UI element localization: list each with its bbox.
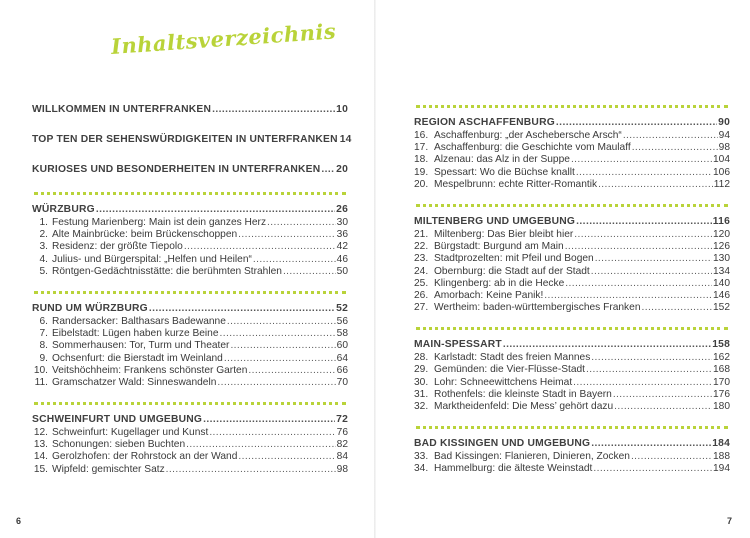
entry-page: 60 [336,340,348,352]
entry-number: 8. [39,340,48,352]
dot-leader [253,254,336,266]
entry-number: 27. [414,302,429,314]
entry-page: 94 [718,130,730,141]
toc-entry[interactable] [32,451,348,463]
entry-page: 20 [336,164,348,175]
entry-number: 2. [39,229,48,241]
toc-entry[interactable] [32,266,348,278]
section-heading[interactable] [414,116,730,130]
entry-page: 158 [712,339,730,351]
dotted-separator [34,192,346,195]
entry-title: Obernburg: die Stadt auf der Stadt [434,265,590,277]
entry-page: 104 [713,154,730,166]
toc-entry[interactable] [32,328,348,340]
entry-title: Mespelbrunn: echte Ritter-Romantik [434,178,598,190]
entry-page: 66 [336,364,348,376]
toc-entry[interactable] [414,364,730,376]
dot-leader [217,377,335,389]
entry-number: 26. [414,289,429,301]
dot-leader [186,439,336,451]
entry-title: Julius- und Bürgerspital: „Helfen und Heilen“ [52,253,252,265]
entry-number: 30. [414,376,429,388]
dot-leader [220,328,336,340]
entry-page: 152 [713,302,730,314]
toc-entry[interactable] [32,254,348,266]
entry-number: 31. [414,388,429,400]
entry-title: Lohr: Schneewittchens Heimat [434,376,573,388]
dot-leader [224,353,336,365]
entry-title: Bad Kissingen: Flanieren, Dinieren, Zocken [434,451,630,463]
entry-number: 32. [414,401,429,412]
entry-number: 22. [414,241,429,253]
entry-number: 33. [414,451,429,463]
section-heading[interactable] [414,215,730,229]
entry-page: 56 [336,315,348,327]
entry-title: Stadtprozelten: mit Pfeil und Bogen [434,253,594,265]
entry-title: Randersacker: Balthasars Badewanne [52,315,226,327]
entry-page: 134 [713,265,730,277]
dot-leader [623,130,718,142]
dot-leader [212,103,335,116]
entry-title: Aschaffenburg: die Geschichte vom Maulaff [434,142,631,154]
toc-entry[interactable] [414,229,730,241]
dot-leader [230,340,335,352]
entry-page: 26 [336,204,348,215]
entry-page: 170 [713,376,730,388]
dot-leader [591,437,711,451]
entry-title: Festung Marienberg: Main ist dein ganzes Herz [52,217,267,228]
entry-title: Wertheim: baden-württembergisches Franken [434,302,641,314]
section-heading[interactable] [414,437,730,451]
entry-title: TOP TEN DER SEHENSWÜRDIGKEITEN IN UNTERFRANKEN [32,134,338,145]
entry-title: MILTENBERG UND UMGEBUNG [414,215,576,227]
entry-title: Miltenberg: Das Bier bleibt hier [434,228,574,240]
entry-page: 120 [713,228,730,240]
entry-title: Gerolzhofen: der Rohrstock an der Wand [52,451,238,463]
toc-toplevel-entry[interactable] [32,163,348,176]
entry-page: 84 [336,451,348,463]
toc-title: Inhaltsverzeichnis [110,18,337,60]
entry-number: 20. [414,178,429,190]
entry-page: 30 [336,217,348,228]
dot-leader [166,464,336,476]
entry-number: 1. [39,217,48,228]
entry-page: 42 [336,241,348,253]
entry-title: Alte Mainbrücke: beim Brückenschoppen [52,229,238,241]
entry-number: 24. [414,265,429,277]
toc-section [414,418,730,480]
entry-number: 10. [33,364,48,376]
toc-entry[interactable] [414,278,730,290]
entry-title: BAD KISSINGEN UND UMGEBUNG [414,438,591,450]
entry-title: Veitshöchheim: Frankens schönster Garten [52,364,248,376]
entry-page: 98 [718,142,730,154]
entry-page: 168 [713,364,730,376]
dot-leader [614,401,712,413]
toc-entry[interactable] [414,451,730,463]
section-heading[interactable] [32,203,348,217]
entry-title: Hammelburg: die älteste Weinstadt [434,463,593,475]
left-sections [32,184,348,481]
entry-page: 98 [336,463,348,475]
entry-title: RUND UM WÜRZBURG [32,302,148,314]
toc-entry[interactable] [414,302,730,314]
dot-leader [598,179,713,191]
dot-leader [321,163,335,176]
entry-page: 116 [712,215,730,227]
dot-leader [641,302,712,314]
toc-entry[interactable] [32,241,348,253]
toc-entry[interactable] [414,253,730,265]
toc-entry[interactable] [414,179,730,191]
entry-number: 4. [39,253,48,265]
entry-page: 188 [713,451,730,463]
entry-title: Residenz: der größte Tiepolo [52,241,183,253]
left-toplevel-list [32,103,352,176]
entry-title: Aschaffenburg: „der Aschebersche Arsch“ [434,130,622,141]
section-heading[interactable] [32,302,348,316]
toc-entry[interactable] [414,167,730,179]
toc-entry[interactable] [414,290,730,302]
dot-leader [632,142,718,154]
dot-leader [556,116,717,130]
dot-leader [209,427,335,439]
toc-section [32,283,348,394]
entry-title: Sommerhausen: Tor, Turm und Theater [52,340,230,352]
entry-page: 176 [713,388,730,400]
entry-title: Eibelstadt: Lügen haben kurze Beine [52,328,219,340]
entry-title: WILLKOMMEN IN UNTERFRANKEN [32,104,212,115]
dotted-separator [34,291,346,294]
dot-leader [565,278,712,290]
toc-entry[interactable] [32,439,348,451]
entry-title: Schonungen: sieben Buchten [52,439,186,451]
toc-toplevel-entry[interactable] [32,103,348,116]
entry-number: 5. [39,265,48,277]
entry-page: 10 [336,104,348,115]
entry-title: SCHWEINFURT UND UMGEBUNG [32,414,203,426]
entry-page: 70 [336,376,348,388]
entry-number: 7. [39,328,48,340]
toc-entry[interactable] [414,266,730,278]
entry-title: Klingenberg: ab in die Hecke [434,277,565,289]
page-gutter [374,0,376,538]
entry-title: Marktheidenfeld: Die Mess’ gehört dazu [434,401,614,412]
entry-number: 3. [39,241,48,253]
dot-leader [576,167,712,179]
dot-leader [613,389,712,401]
entry-page: 82 [336,439,348,451]
toc-entry[interactable] [32,353,348,365]
entry-page: 162 [713,352,730,364]
entry-number: 21. [414,228,429,240]
toc-entry[interactable] [32,229,348,241]
entry-page: 180 [713,401,730,412]
dot-leader [591,352,712,364]
toc-entry[interactable] [32,365,348,377]
entry-title: Ochsenfurt: die Bierstadt im Weinland [52,352,223,364]
entry-page: 72 [336,414,348,426]
entry-page: 14 [339,134,352,145]
entry-page: 64 [336,352,348,364]
entry-page: 90 [718,117,730,128]
dot-leader [267,217,336,229]
entry-title: Rothenfels: die kleinste Stadt in Bayern [434,388,612,400]
entry-title: Wipfeld: gemischter Satz [52,463,165,475]
entry-title: MAIN-SPESSART [414,339,502,351]
dot-leader [586,364,712,376]
entry-page: 194 [713,463,730,475]
entry-page: 50 [336,265,348,277]
toc-entry[interactable] [32,316,348,328]
dot-leader [591,266,712,278]
entry-page: 184 [712,438,730,450]
entry-number: 12. [33,427,48,439]
toc-entry[interactable] [414,241,730,253]
entry-number: 17. [414,142,429,154]
entry-title: Gramschatzer Wald: Sinneswandeln [52,376,217,388]
entry-title: WÜRZBURG [32,204,95,215]
toc-entry[interactable] [414,352,730,364]
dot-leader [631,451,712,463]
dot-leader [238,229,335,241]
entry-number: 15. [33,463,48,475]
entry-title: Röntgen-Gedächtnisstätte: die berühmten Strahlen [52,265,282,277]
toc-entry[interactable] [32,340,348,352]
right-column [414,97,730,481]
dot-leader [573,377,712,389]
entry-page: 112 [713,178,730,190]
dot-leader [184,241,336,253]
entry-title: Spessart: Wo die Büchse knallt [434,166,575,178]
toc-entry[interactable] [414,377,730,389]
dot-leader [203,413,335,427]
toc-section [414,319,730,418]
section-heading[interactable] [32,413,348,427]
dot-leader [248,365,335,377]
entry-page: 146 [713,289,730,301]
toc-entry[interactable] [414,401,730,413]
entry-title: REGION ASCHAFFENBURG [414,117,555,128]
right-sections [414,97,730,481]
dot-leader [593,463,712,475]
toc-section [414,97,730,196]
entry-number: 13. [33,439,48,451]
toc-toplevel-entry[interactable] [32,133,352,146]
entry-page: 130 [713,253,730,265]
entry-page: 106 [713,166,730,178]
entry-number: 16. [414,130,429,141]
entry-title: Amorbach: Keine Panik! [434,289,544,301]
entry-title: Bürgstadt: Burgund am Main [434,241,564,253]
entry-title: Schweinfurt: Kugellager und Kunst [52,427,209,439]
dot-leader [565,241,712,253]
entry-number: 19. [414,166,429,178]
entry-number: 6. [39,315,48,327]
dot-leader [544,290,712,302]
entry-page: 126 [713,241,730,253]
dotted-separator [416,204,728,207]
entry-number: 9. [39,352,48,364]
dot-leader [96,203,335,217]
entry-number: 29. [414,364,429,376]
entry-number: 18. [414,154,429,166]
toc-entry[interactable] [32,217,348,229]
toc-entry[interactable] [32,427,348,439]
dotted-separator [416,105,728,108]
entry-page: 58 [336,328,348,340]
dot-leader [283,266,336,278]
page-number-left: 6 [16,516,22,526]
toc-entry[interactable] [414,389,730,401]
toc-entry[interactable] [414,154,730,166]
dot-leader [149,302,335,316]
entry-page: 36 [336,229,348,241]
toc-section [32,394,348,481]
toc-section [32,184,348,283]
entry-title: Alzenau: das Alz in der Suppe [434,154,570,166]
dot-leader [227,316,336,328]
dotted-separator [34,402,346,405]
entry-number: 34. [414,463,429,475]
toc-entry[interactable] [414,130,730,142]
entry-title: Karlstadt: Stadt des freien Mannes [434,352,591,364]
toc-entry[interactable] [414,142,730,154]
entry-page: 46 [336,253,348,265]
dotted-separator [416,426,728,429]
dot-leader [574,229,712,241]
entry-number: 14. [33,451,48,463]
dot-leader [595,253,712,265]
entry-number: 11. [34,376,48,388]
left-column [32,103,352,481]
dot-leader [571,154,712,166]
page-number-right: 7 [727,516,733,526]
dot-leader [576,215,712,229]
entry-number: 25. [414,277,429,289]
entry-number: 28. [414,352,429,364]
entry-page: 76 [336,427,348,439]
entry-title: KURIOSES UND BESONDERHEITEN IN UNTERFRANKEN [32,164,321,175]
toc-section [414,196,730,319]
entry-number: 23. [414,253,429,265]
entry-title: Gemünden: die Vier-Flüsse-Stadt [434,364,586,376]
dotted-separator [416,327,728,330]
toc-entry[interactable] [32,377,348,389]
dot-leader [238,451,335,463]
section-heading[interactable] [414,338,730,352]
toc-entry[interactable] [414,463,730,475]
entry-page: 140 [713,277,730,289]
toc-entry[interactable] [32,464,348,476]
entry-page: 52 [336,302,348,314]
dot-leader [503,338,711,352]
